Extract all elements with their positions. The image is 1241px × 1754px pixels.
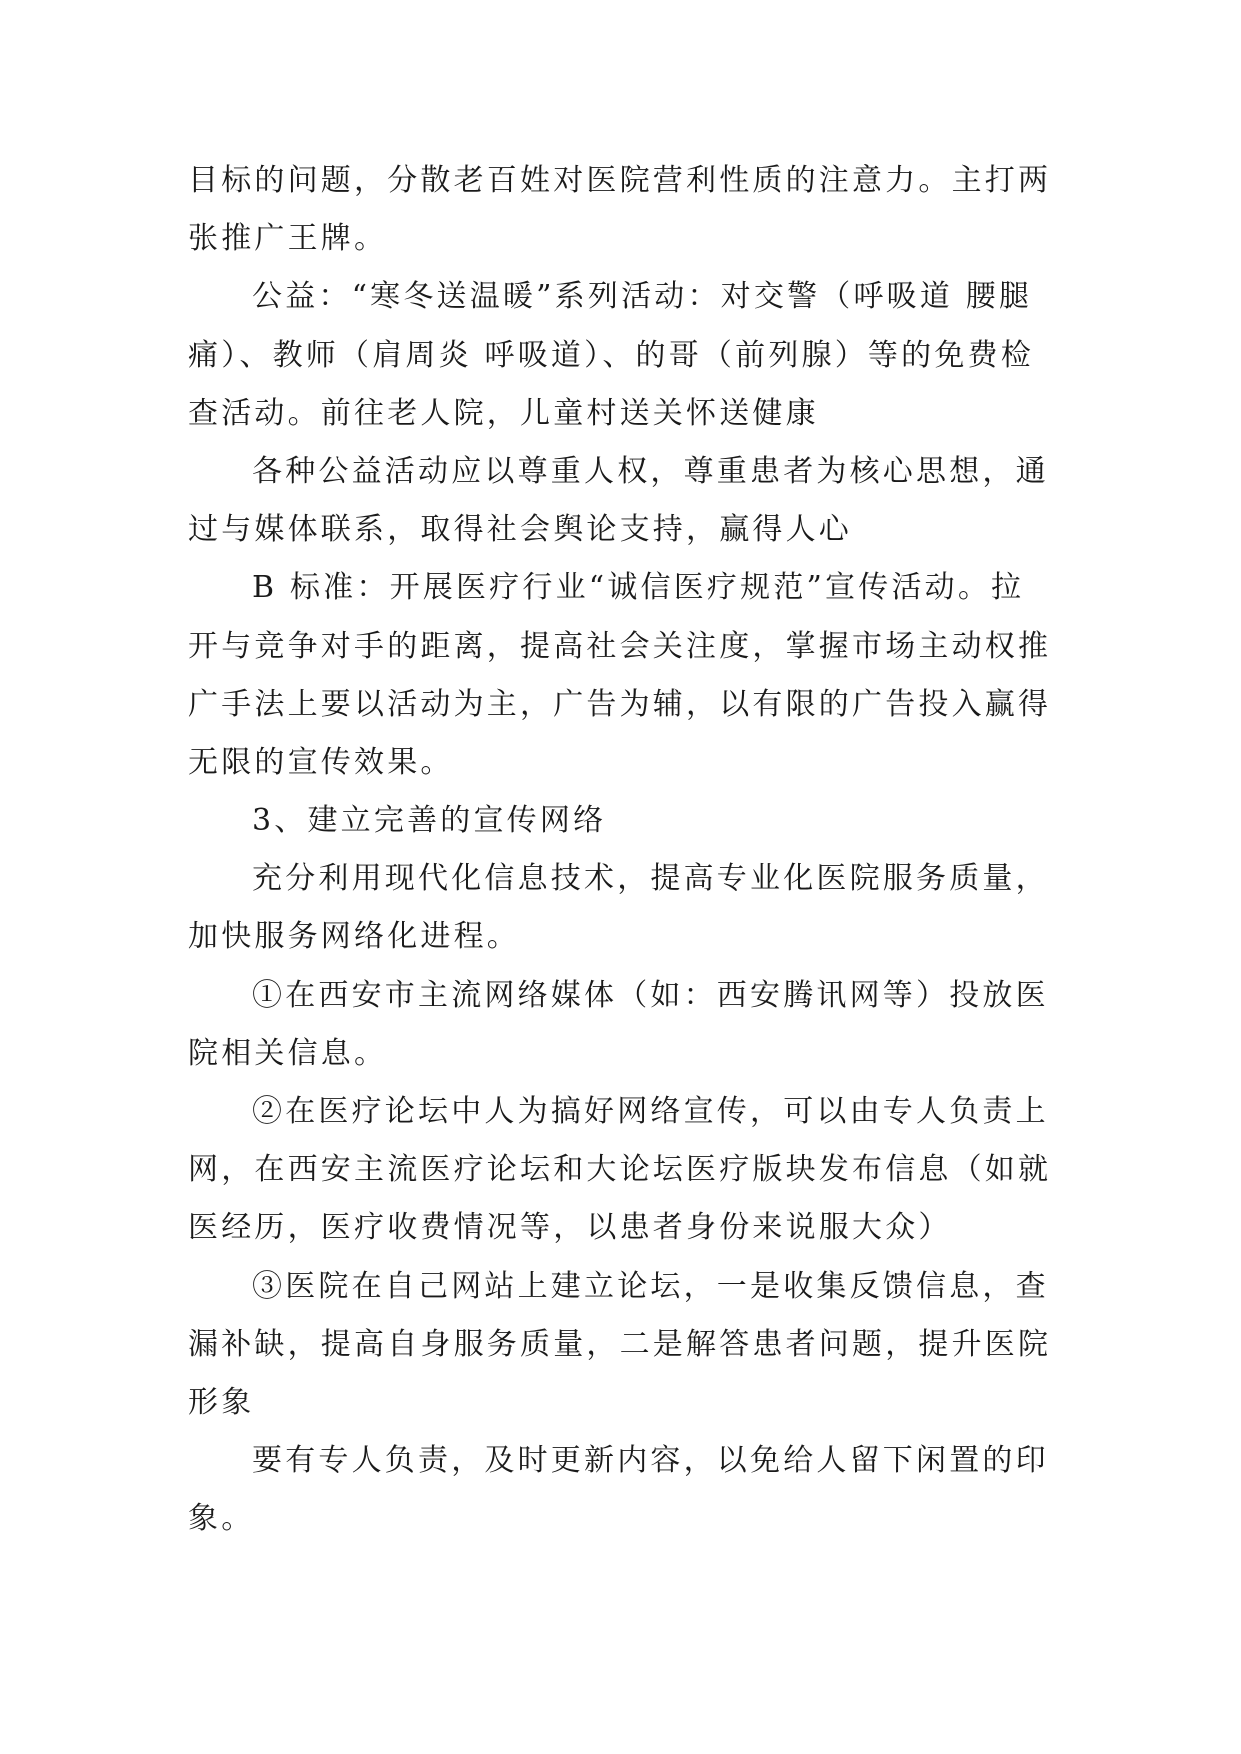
text-line: ②在医疗论坛中人为搞好网络宣传，可以由专人负责上 — [252, 1094, 1049, 1129]
text-line: ③医院在自己网站上建立论坛，一是收集反馈信息，查 — [252, 1268, 1049, 1304]
text-line: 广手法上要以活动为主，广告为辅，以有限的广告投入赢得 — [188, 686, 1052, 722]
text-line: 各种公益活动应以尊重人权，尊重患者为核心思想，通 — [252, 453, 1049, 489]
text-line: 网，在西安主流医疗论坛和大论坛医疗版块发布信息（如就 — [188, 1152, 1052, 1188]
text-line: 加快服务网络化进程。 — [188, 919, 520, 955]
text-line: 查活动。前往老人院，儿童村送关怀送健康 — [188, 395, 819, 431]
text-line: 院相关信息。 — [188, 1035, 388, 1071]
text-line: 开与竞争对手的距离，提高社会关注度，掌握市场主动权推 — [188, 628, 1052, 664]
text-line: 过与媒体联系，取得社会舆论支持，赢得人心 — [188, 512, 852, 548]
text-line: 张推广王牌。 — [188, 221, 388, 257]
text-line: 无限的宣传效果。 — [188, 744, 454, 780]
document-body — [188, 152, 1058, 1549]
text-line: 医经历，医疗收费情况等，以患者身份来说服大众） — [188, 1210, 952, 1246]
text-line: ①在西安市主流网络媒体（如：西安腾讯网等）投放医 — [252, 977, 1049, 1013]
text-line: 象。 — [188, 1501, 255, 1537]
text-line: 要有专人负责，及时更新内容，以免给人留下闲置的印 — [252, 1443, 1049, 1479]
text-line: B 标准：开展医疗行业“诚信医疗规范”宣传活动。拉 — [252, 570, 1025, 606]
text-line: 形象 — [188, 1384, 255, 1420]
text-line: 痛）、教师（肩周炎 呼吸道）、的哥（前列腺）等的免费检 — [188, 337, 1034, 373]
text-line: 充分利用现代化信息技术，提高专业化医院服务质量， — [252, 861, 1049, 897]
text-line: 漏补缺，提高自身服务质量，二是解答患者问题，提升医院 — [188, 1326, 1052, 1362]
text-line: 公益：“寒冬送温暖”系列活动：对交警（呼吸道 腰腿 — [252, 279, 1033, 315]
text-line: 目标的问题，分散老百姓对医院营利性质的注意力。主打两 — [188, 163, 1052, 198]
section-heading: 3、建立完善的宣传网络 — [252, 803, 607, 839]
